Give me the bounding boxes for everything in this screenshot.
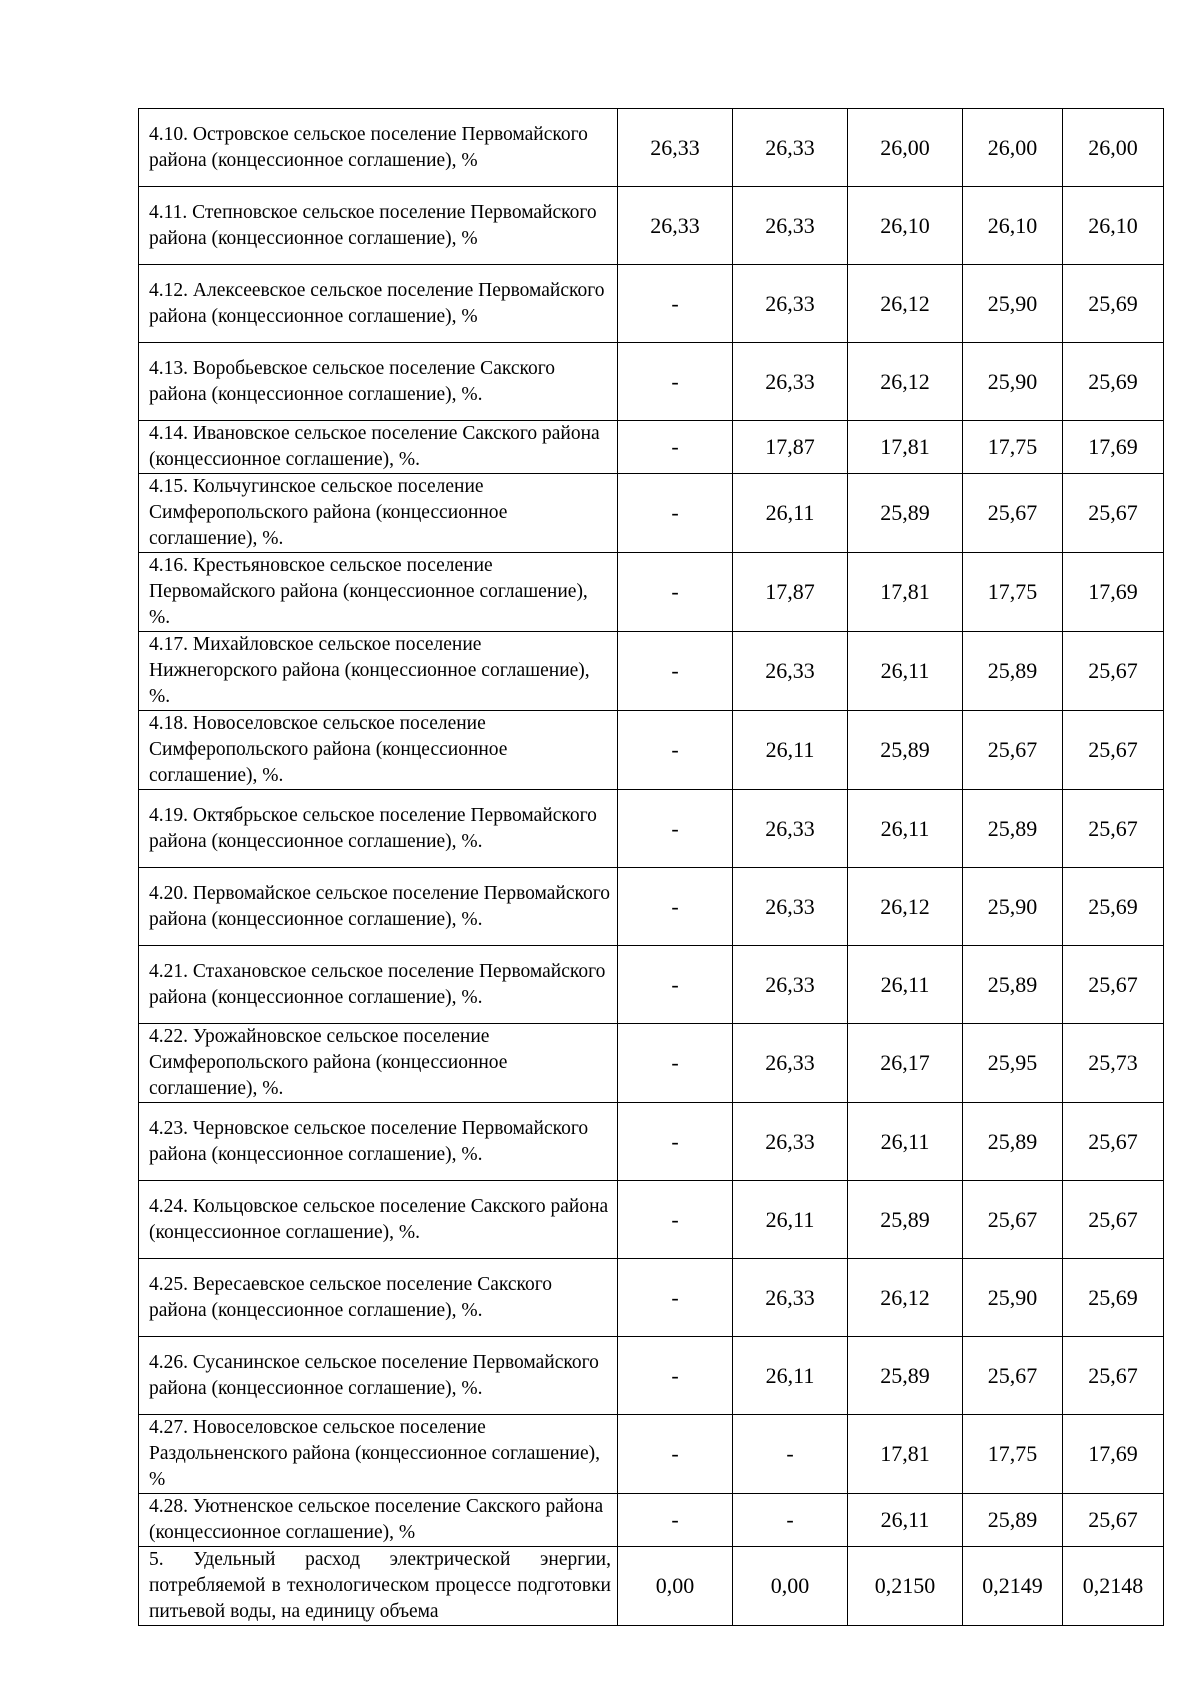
value-cell: 17,75 bbox=[963, 553, 1063, 632]
value-cell: - bbox=[618, 421, 733, 474]
row-label: 4.18. Новоселовское сельское поселение Симферопольского района (концессионное соглашение), %. bbox=[139, 711, 618, 790]
value-cell: 26,33 bbox=[733, 790, 848, 868]
table-row bbox=[139, 1337, 1164, 1415]
value-cell: 25,89 bbox=[848, 711, 963, 790]
value-cell: - bbox=[618, 265, 733, 343]
row-label: 4.17. Михайловское сельское поселение Нижнегорского района (концессионное соглашение), %. bbox=[139, 632, 618, 711]
value-cell: 25,67 bbox=[963, 1181, 1063, 1259]
value-cell: 25,89 bbox=[963, 1494, 1063, 1547]
value-cell: 26,11 bbox=[733, 474, 848, 553]
value-cell: 25,69 bbox=[1063, 343, 1164, 421]
row-label: 4.25. Вересаевское сельское поселение Сакского района (концессионное соглашение), %. bbox=[139, 1259, 618, 1337]
row-label: 4.26. Сусанинское сельское поселение Первомайского района (концессионное соглашение), %. bbox=[139, 1337, 618, 1415]
table-row bbox=[139, 868, 1164, 946]
value-cell: 26,10 bbox=[1063, 187, 1164, 265]
value-cell: 0,00 bbox=[618, 1547, 733, 1626]
value-cell: 17,81 bbox=[848, 421, 963, 474]
value-cell: 25,89 bbox=[848, 474, 963, 553]
value-cell: 26,33 bbox=[733, 265, 848, 343]
value-cell: 26,33 bbox=[733, 632, 848, 711]
value-cell: 0,2150 bbox=[848, 1547, 963, 1626]
value-cell: 25,69 bbox=[1063, 1259, 1164, 1337]
value-cell: - bbox=[618, 790, 733, 868]
value-cell: 26,33 bbox=[733, 1103, 848, 1181]
value-cell: 25,67 bbox=[1063, 1103, 1164, 1181]
value-cell: - bbox=[733, 1494, 848, 1547]
value-cell: 26,11 bbox=[848, 1103, 963, 1181]
row-label: 4.27. Новоселовское сельское поселение Раздольненского района (концессионное соглашение), % bbox=[139, 1415, 618, 1494]
value-cell: 25,67 bbox=[1063, 1337, 1164, 1415]
value-cell: - bbox=[618, 946, 733, 1024]
value-cell: 17,75 bbox=[963, 1415, 1063, 1494]
table-row bbox=[139, 1494, 1164, 1547]
value-cell: 25,67 bbox=[1063, 946, 1164, 1024]
row-label: 4.12. Алексеевское сельское поселение Первомайского района (концессионное соглашение), % bbox=[139, 265, 618, 343]
value-cell: 26,33 bbox=[733, 343, 848, 421]
row-label: 4.28. Уютненское сельское поселение Сакского района (концессионное соглашение), % bbox=[139, 1494, 618, 1547]
value-cell: 25,73 bbox=[1063, 1024, 1164, 1103]
row-label: 4.13. Воробьевское сельское поселение Сакского района (концессионное соглашение), %. bbox=[139, 343, 618, 421]
value-cell: 25,95 bbox=[963, 1024, 1063, 1103]
value-cell: 25,67 bbox=[963, 711, 1063, 790]
value-cell: - bbox=[618, 868, 733, 946]
table-row bbox=[139, 109, 1164, 187]
value-cell: 17,87 bbox=[733, 553, 848, 632]
row-label: 4.15. Кольчугинское сельское поселение Симферопольского района (концессионное соглашение), %. bbox=[139, 474, 618, 553]
indicators-table bbox=[138, 108, 1164, 1626]
value-cell: 26,33 bbox=[733, 187, 848, 265]
table-row bbox=[139, 1024, 1164, 1103]
table-row bbox=[139, 1547, 1164, 1626]
table-row bbox=[139, 1181, 1164, 1259]
value-cell: 25,69 bbox=[1063, 265, 1164, 343]
value-cell: 25,67 bbox=[1063, 711, 1164, 790]
value-cell: 26,00 bbox=[963, 109, 1063, 187]
row-label: 4.24. Кольцовское сельское поселение Сакского района (концессионное соглашение), %. bbox=[139, 1181, 618, 1259]
value-cell: 25,67 bbox=[1063, 1494, 1164, 1547]
value-cell: - bbox=[618, 1181, 733, 1259]
value-cell: 26,33 bbox=[618, 187, 733, 265]
value-cell: 26,12 bbox=[848, 343, 963, 421]
value-cell: - bbox=[618, 343, 733, 421]
table-row bbox=[139, 343, 1164, 421]
row-label: 5. Удельный расход электрической энергии, потребляемой в технологическом процессе подготовки питьевой воды, на единицу объема bbox=[139, 1547, 618, 1626]
row-label: 4.22. Урожайновское сельское поселение Симферопольского района (концессионное соглашение), %. bbox=[139, 1024, 618, 1103]
table-row bbox=[139, 553, 1164, 632]
value-cell: 25,69 bbox=[1063, 868, 1164, 946]
table-row bbox=[139, 632, 1164, 711]
table-row bbox=[139, 1259, 1164, 1337]
row-label: 4.21. Стахановское сельское поселение Первомайского района (концессионное соглашение), %. bbox=[139, 946, 618, 1024]
table-row bbox=[139, 1415, 1164, 1494]
value-cell: - bbox=[618, 1415, 733, 1494]
row-label: 4.20. Первомайское сельское поселение Первомайского района (концессионное соглашение), %. bbox=[139, 868, 618, 946]
value-cell: 25,67 bbox=[1063, 1181, 1164, 1259]
value-cell: 25,90 bbox=[963, 265, 1063, 343]
value-cell: - bbox=[618, 1259, 733, 1337]
value-cell: 26,33 bbox=[733, 1259, 848, 1337]
table-row bbox=[139, 265, 1164, 343]
value-cell: 25,67 bbox=[1063, 474, 1164, 553]
value-cell: 26,00 bbox=[848, 109, 963, 187]
value-cell: - bbox=[618, 553, 733, 632]
table-row bbox=[139, 421, 1164, 474]
row-label: 4.19. Октябрьское сельское поселение Первомайского района (концессионное соглашение), %. bbox=[139, 790, 618, 868]
value-cell: 26,11 bbox=[848, 946, 963, 1024]
value-cell: - bbox=[618, 1024, 733, 1103]
value-cell: 25,89 bbox=[848, 1181, 963, 1259]
value-cell: 26,11 bbox=[848, 632, 963, 711]
value-cell: 26,11 bbox=[848, 1494, 963, 1547]
row-label: 4.11. Степновское сельское поселение Первомайского района (концессионное соглашение), % bbox=[139, 187, 618, 265]
value-cell: 26,12 bbox=[848, 1259, 963, 1337]
table-row bbox=[139, 711, 1164, 790]
value-cell: 26,12 bbox=[848, 868, 963, 946]
value-cell: 25,89 bbox=[963, 1103, 1063, 1181]
value-cell: 25,89 bbox=[963, 632, 1063, 711]
value-cell: 26,33 bbox=[733, 109, 848, 187]
value-cell: 26,11 bbox=[733, 1337, 848, 1415]
value-cell: 17,81 bbox=[848, 1415, 963, 1494]
value-cell: - bbox=[618, 711, 733, 790]
value-cell: 26,33 bbox=[733, 946, 848, 1024]
value-cell: 26,17 bbox=[848, 1024, 963, 1103]
row-label: 4.10. Островское сельское поселение Первомайского района (концессионное соглашение), % bbox=[139, 109, 618, 187]
value-cell: 17,87 bbox=[733, 421, 848, 474]
value-cell: 25,89 bbox=[963, 946, 1063, 1024]
value-cell: 0,2148 bbox=[1063, 1547, 1164, 1626]
value-cell: 25,67 bbox=[1063, 632, 1164, 711]
value-cell: - bbox=[618, 474, 733, 553]
value-cell: 25,90 bbox=[963, 868, 1063, 946]
value-cell: 26,33 bbox=[733, 1024, 848, 1103]
table-row bbox=[139, 1103, 1164, 1181]
value-cell: 25,90 bbox=[963, 343, 1063, 421]
value-cell: 25,67 bbox=[963, 474, 1063, 553]
value-cell: 17,75 bbox=[963, 421, 1063, 474]
row-label: 4.14. Ивановское сельское поселение Сакского района (концессионное соглашение), %. bbox=[139, 421, 618, 474]
value-cell: 26,11 bbox=[733, 1181, 848, 1259]
value-cell: 26,33 bbox=[733, 868, 848, 946]
value-cell: 25,90 bbox=[963, 1259, 1063, 1337]
value-cell: 17,69 bbox=[1063, 421, 1164, 474]
value-cell: - bbox=[618, 1103, 733, 1181]
value-cell: 26,00 bbox=[1063, 109, 1164, 187]
value-cell: 0,00 bbox=[733, 1547, 848, 1626]
value-cell: - bbox=[733, 1415, 848, 1494]
value-cell: 26,10 bbox=[848, 187, 963, 265]
table-row bbox=[139, 790, 1164, 868]
value-cell: 26,33 bbox=[618, 109, 733, 187]
row-label: 4.16. Крестьяновское сельское поселение Первомайского района (концессионное соглашение), %. bbox=[139, 553, 618, 632]
value-cell: 17,69 bbox=[1063, 553, 1164, 632]
value-cell: 26,11 bbox=[733, 711, 848, 790]
value-cell: - bbox=[618, 1337, 733, 1415]
value-cell: 17,69 bbox=[1063, 1415, 1164, 1494]
row-label: 4.23. Черновское сельское поселение Первомайского района (концессионное соглашение), %. bbox=[139, 1103, 618, 1181]
table-row bbox=[139, 474, 1164, 553]
value-cell: 17,81 bbox=[848, 553, 963, 632]
table-row bbox=[139, 946, 1164, 1024]
value-cell: 25,89 bbox=[963, 790, 1063, 868]
value-cell: 25,67 bbox=[1063, 790, 1164, 868]
value-cell: - bbox=[618, 632, 733, 711]
value-cell: 26,11 bbox=[848, 790, 963, 868]
value-cell: 25,89 bbox=[848, 1337, 963, 1415]
value-cell: 25,67 bbox=[963, 1337, 1063, 1415]
table-row bbox=[139, 187, 1164, 265]
value-cell: 26,12 bbox=[848, 265, 963, 343]
value-cell: 0,2149 bbox=[963, 1547, 1063, 1626]
value-cell: - bbox=[618, 1494, 733, 1547]
value-cell: 26,10 bbox=[963, 187, 1063, 265]
